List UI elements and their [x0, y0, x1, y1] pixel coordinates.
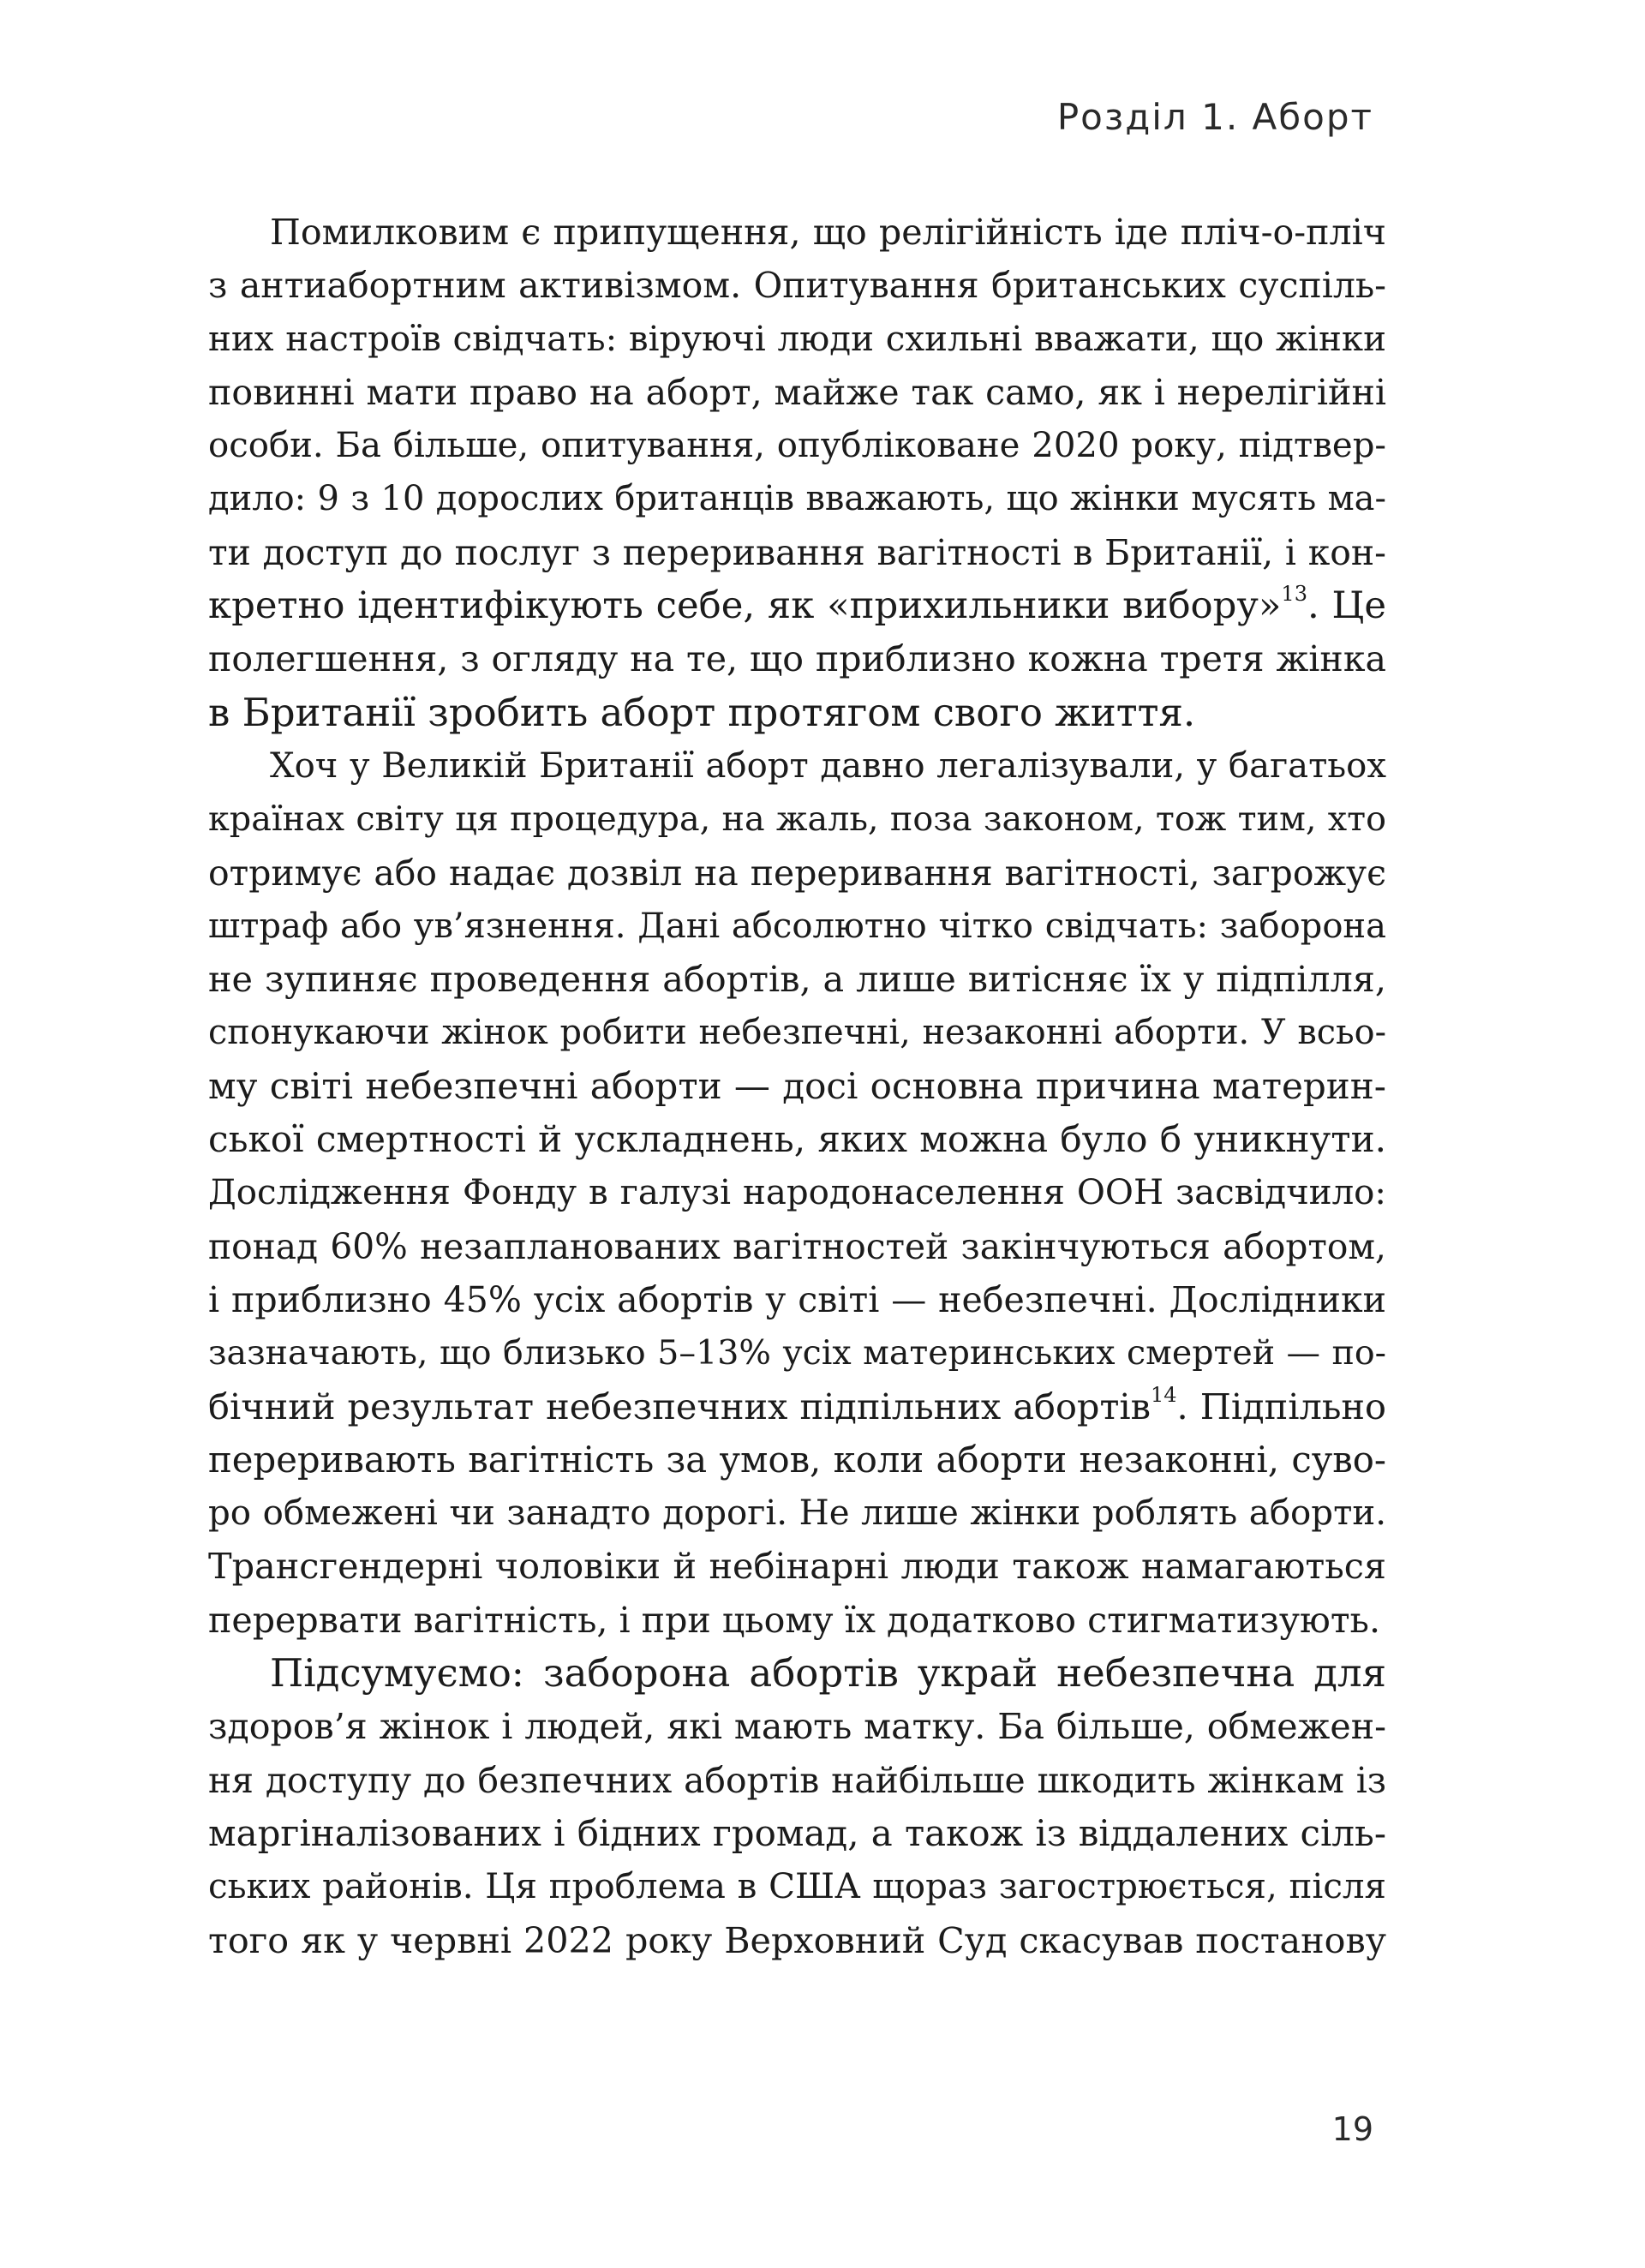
text-line: ських районів. Ця проблема в США щораз загострюється, після: [208, 1866, 1386, 1907]
text-line: ро обмежені чи занадто дорогі. Не лише жінки роблять аборти.: [208, 1493, 1386, 1534]
paragraph-3: [208, 1647, 1386, 1967]
text-line: ти доступ до послуг з переривання вагітності в Британії, і кон-: [208, 531, 1386, 573]
text-line-with-footnote: [208, 579, 1386, 632]
text-line-part: . Підпільно: [1176, 1385, 1386, 1427]
text-line: не зупиняє проведення абортів, а лише витісняє їх у підпілля,: [208, 959, 1386, 1001]
text-line: спонукаючи жінок робити небезпечні, незаконні аборти. У всьо-: [208, 1013, 1386, 1053]
text-line: них настроїв свідчать: віруючі люди схильні вважати, що жінки: [208, 318, 1386, 359]
text-line: в Британії зробить аборт протягом свого життя.: [208, 689, 1196, 735]
text-line: маргіналізованих і бідних громад, а також із віддалених сіль-: [208, 1811, 1386, 1854]
text-line: повинні мати право на аборт, майже так само, як і нерелігійні: [208, 371, 1386, 413]
body-text: [208, 206, 1386, 1967]
text-line: ської смертності й ускладнень, яких можна було б уникнути.: [208, 1118, 1386, 1161]
text-line: перервати вагітність, і при цьому їх додатково стигматизують.: [208, 1599, 1381, 1641]
text-line: здоров’я жінок і людей, які мають матку. Ба більше, обмежен-: [208, 1706, 1386, 1748]
text-line: переривають вагітність за умов, коли аборти незаконні, суво-: [208, 1438, 1386, 1481]
text-line: Дослідження Фонду в галузі народонаселення ООН засвідчило:: [208, 1172, 1386, 1213]
text-line: Помилковим є припущення, що релігійність іде пліч-о-пліч: [270, 212, 1386, 253]
text-line: полегшення, з огляду на те, що приблизно кожна третя жінка: [208, 638, 1386, 680]
text-line-with-footnote: [208, 1380, 1386, 1433]
text-line: і приблизно 45% усіх абортів у світі — небезпечні. Дослідники: [208, 1278, 1386, 1320]
footnote-marker-13[interactable]: 13: [1281, 582, 1307, 607]
text-line-part: кретно ідентифікують себе, як «прихильники вибору»: [208, 584, 1282, 628]
text-line: Хоч у Великій Британії аборт давно легалізували, у багатьох: [270, 745, 1386, 786]
text-line-part: . Це: [1307, 584, 1386, 628]
text-line: му світі небезпечні аборти — досі основна причина материн-: [208, 1064, 1386, 1107]
text-line: понад 60% незапланованих вагітностей закінчуються абортом,: [208, 1225, 1386, 1267]
footnote-marker-14[interactable]: 14: [1150, 1382, 1177, 1407]
text-line: отримує або надає дозвіл на переривання вагітності, загрожує: [208, 852, 1386, 894]
text-line: Трансгендерні чоловіки й небінарні люди також намагаються: [208, 1546, 1386, 1588]
text-line: особи. Ба більше, опитування, опубліковане 2020 року, підтвер-: [208, 426, 1386, 466]
text-line: країнах світу ця процедура, на жаль, поза законом, тож тим, хто: [208, 799, 1386, 840]
text-line: штраф або ув’язнення. Дані абсолютно чітко свідчать: заборона: [208, 906, 1386, 946]
text-line: дило: 9 з 10 дорослих британців вважають, що жінки мусять ма-: [208, 479, 1386, 519]
text-line-part: бічний результат небезпечних підпільних абортів: [208, 1385, 1151, 1427]
running-head-title: Розділ 1. Аборт: [1056, 96, 1373, 138]
text-line: ня доступу до безпечних абортів найбільше шкодить жінкам із: [208, 1759, 1386, 1801]
paragraph-2: [208, 739, 1386, 1647]
text-line: того як у червні 2022 року Верховний Суд скасував постанову: [208, 1919, 1386, 1961]
paragraph-1: [208, 206, 1386, 739]
text-line: з антиабортним активізмом. Опитування британських суспіль-: [208, 265, 1386, 307]
text-line: Підсумуємо: заборона абортів украй небезпечна для: [270, 1650, 1386, 1697]
text-line: зазначають, що близько 5–13% усіх материнських смертей — по-: [208, 1333, 1386, 1373]
page-number: 19: [1331, 2110, 1373, 2148]
